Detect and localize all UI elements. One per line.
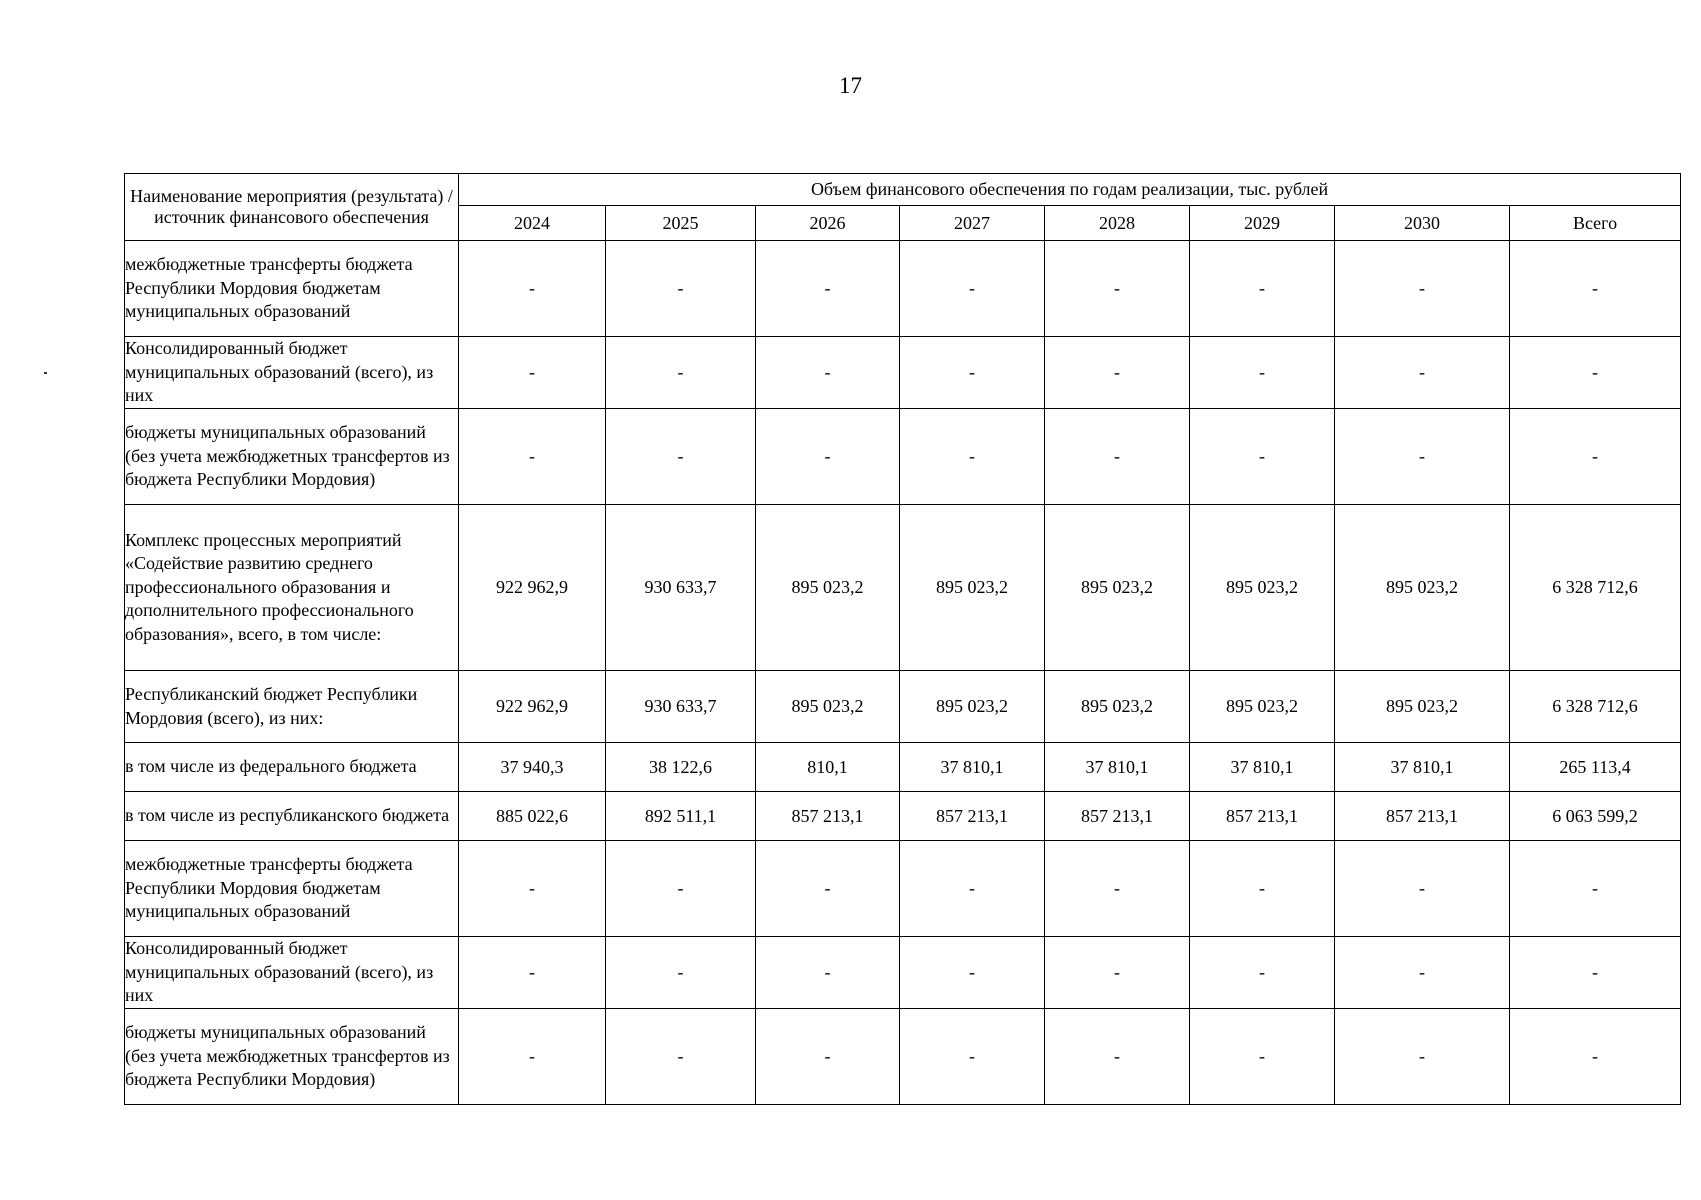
year-value-cell: - bbox=[1045, 409, 1190, 505]
year-value-cell: - bbox=[1335, 241, 1510, 337]
total-value-cell: - bbox=[1510, 1009, 1681, 1105]
year-value-cell: - bbox=[756, 409, 900, 505]
total-value-cell: 6 063 599,2 bbox=[1510, 792, 1681, 841]
year-value-cell: - bbox=[756, 241, 900, 337]
row-name-cell: межбюджетные трансферты бюджета Республики Мордовия бюджетам муниципальных образований bbox=[125, 841, 459, 937]
year-value-cell: 922 962,9 bbox=[459, 671, 606, 743]
total-value-cell: 265 113,4 bbox=[1510, 743, 1681, 792]
year-value-cell: - bbox=[900, 937, 1045, 1009]
year-value-cell: - bbox=[459, 841, 606, 937]
year-value-cell: - bbox=[900, 337, 1045, 409]
year-value-cell: 895 023,2 bbox=[1335, 505, 1510, 671]
year-value-cell: - bbox=[1045, 937, 1190, 1009]
year-value-cell: - bbox=[900, 241, 1045, 337]
year-value-cell: 892 511,1 bbox=[606, 792, 756, 841]
year-value-cell: - bbox=[606, 337, 756, 409]
year-value-cell: 810,1 bbox=[756, 743, 900, 792]
year-value-cell: 922 962,9 bbox=[459, 505, 606, 671]
year-value-cell: - bbox=[1190, 241, 1335, 337]
year-value-cell: - bbox=[606, 937, 756, 1009]
table-header bbox=[125, 174, 1681, 241]
header-year: 2030 bbox=[1335, 206, 1510, 241]
year-value-cell: 857 213,1 bbox=[1190, 792, 1335, 841]
year-value-cell: - bbox=[1190, 409, 1335, 505]
year-value-cell: - bbox=[459, 409, 606, 505]
table-row bbox=[125, 671, 1681, 743]
year-value-cell: - bbox=[459, 337, 606, 409]
year-value-cell: 930 633,7 bbox=[606, 505, 756, 671]
table-row bbox=[125, 792, 1681, 841]
year-value-cell: 895 023,2 bbox=[900, 671, 1045, 743]
year-value-cell: - bbox=[1190, 1009, 1335, 1105]
year-value-cell: 37 810,1 bbox=[1045, 743, 1190, 792]
table-row bbox=[125, 505, 1681, 671]
year-value-cell: - bbox=[756, 937, 900, 1009]
year-value-cell: - bbox=[606, 1009, 756, 1105]
year-value-cell: 857 213,1 bbox=[1335, 792, 1510, 841]
year-value-cell: 37 940,3 bbox=[459, 743, 606, 792]
year-value-cell: 885 022,6 bbox=[459, 792, 606, 841]
year-value-cell: - bbox=[1190, 337, 1335, 409]
header-total: Всего bbox=[1510, 206, 1681, 241]
year-value-cell: 37 810,1 bbox=[900, 743, 1045, 792]
total-value-cell: - bbox=[1510, 937, 1681, 1009]
table-row bbox=[125, 409, 1681, 505]
table-body bbox=[125, 241, 1681, 1105]
table-row bbox=[125, 743, 1681, 792]
row-name-cell: Республиканский бюджет Республики Мордовия (всего), из них: bbox=[125, 671, 459, 743]
table-row bbox=[125, 241, 1681, 337]
table-row bbox=[125, 1009, 1681, 1105]
year-value-cell: - bbox=[1045, 241, 1190, 337]
table-row bbox=[125, 841, 1681, 937]
header-year: 2027 bbox=[900, 206, 1045, 241]
row-name-cell: Консолидированный бюджет муниципальных образований (всего), из них bbox=[125, 337, 459, 409]
year-value-cell: 895 023,2 bbox=[1190, 671, 1335, 743]
page-number: 17 bbox=[839, 73, 862, 98]
year-value-cell: - bbox=[606, 409, 756, 505]
header-year: 2026 bbox=[756, 206, 900, 241]
total-value-cell: - bbox=[1510, 409, 1681, 505]
year-value-cell: - bbox=[756, 1009, 900, 1105]
year-value-cell: - bbox=[459, 1009, 606, 1105]
year-value-cell: - bbox=[459, 937, 606, 1009]
year-value-cell: 37 810,1 bbox=[1190, 743, 1335, 792]
year-value-cell: - bbox=[900, 841, 1045, 937]
financing-table bbox=[124, 173, 1681, 1105]
row-name-cell: бюджеты муниципальных образований (без учета межбюджетных трансфертов из бюджета Республики Мордовия) bbox=[125, 409, 459, 505]
year-value-cell: 895 023,2 bbox=[1045, 505, 1190, 671]
year-value-cell: 857 213,1 bbox=[1045, 792, 1190, 841]
row-name-cell: Комплекс процессных мероприятий «Содействие развитию среднего профессионального образования и дополнительного профессионального образования», всего, в том числе: bbox=[125, 505, 459, 671]
year-value-cell: - bbox=[900, 409, 1045, 505]
year-value-cell: 857 213,1 bbox=[900, 792, 1045, 841]
year-value-cell: 38 122,6 bbox=[606, 743, 756, 792]
header-financing-group: Объем финансового обеспечения по годам реализации, тыс. рублей bbox=[459, 174, 1681, 206]
year-value-cell: - bbox=[1045, 1009, 1190, 1105]
year-value-cell: - bbox=[606, 841, 756, 937]
row-name-cell: Консолидированный бюджет муниципальных образований (всего), из них bbox=[125, 937, 459, 1009]
scan-mark bbox=[44, 372, 47, 374]
total-value-cell: 6 328 712,6 bbox=[1510, 671, 1681, 743]
year-value-cell: 857 213,1 bbox=[756, 792, 900, 841]
year-value-cell: 895 023,2 bbox=[1335, 671, 1510, 743]
year-value-cell: - bbox=[606, 241, 756, 337]
year-value-cell: 930 633,7 bbox=[606, 671, 756, 743]
total-value-cell: - bbox=[1510, 841, 1681, 937]
year-value-cell: - bbox=[1335, 937, 1510, 1009]
year-value-cell: 895 023,2 bbox=[1045, 671, 1190, 743]
year-value-cell: - bbox=[1335, 841, 1510, 937]
header-year: 2024 bbox=[459, 206, 606, 241]
total-value-cell: 6 328 712,6 bbox=[1510, 505, 1681, 671]
row-name-cell: в том числе из республиканского бюджета bbox=[125, 792, 459, 841]
year-value-cell: 895 023,2 bbox=[756, 505, 900, 671]
year-value-cell: - bbox=[1335, 337, 1510, 409]
total-value-cell: - bbox=[1510, 241, 1681, 337]
row-name-cell: бюджеты муниципальных образований (без учета межбюджетных трансфертов из бюджета Республики Мордовия) bbox=[125, 1009, 459, 1105]
total-value-cell: - bbox=[1510, 337, 1681, 409]
row-name-cell: межбюджетные трансферты бюджета Республики Мордовия бюджетам муниципальных образований bbox=[125, 241, 459, 337]
year-value-cell: - bbox=[1190, 937, 1335, 1009]
header-year: 2028 bbox=[1045, 206, 1190, 241]
row-name-cell: в том числе из федерального бюджета bbox=[125, 743, 459, 792]
header-name-column: Наименование мероприятия (результата) / источник финансового обеспечения bbox=[125, 174, 459, 241]
header-row-group bbox=[125, 174, 1681, 206]
header-year: 2025 bbox=[606, 206, 756, 241]
year-value-cell: 37 810,1 bbox=[1335, 743, 1510, 792]
year-value-cell: - bbox=[1045, 841, 1190, 937]
year-value-cell: 895 023,2 bbox=[1190, 505, 1335, 671]
table-row bbox=[125, 337, 1681, 409]
header-year: 2029 bbox=[1190, 206, 1335, 241]
year-value-cell: 895 023,2 bbox=[900, 505, 1045, 671]
year-value-cell: - bbox=[1045, 337, 1190, 409]
year-value-cell: - bbox=[756, 841, 900, 937]
year-value-cell: - bbox=[756, 337, 900, 409]
year-value-cell: - bbox=[459, 241, 606, 337]
year-value-cell: 895 023,2 bbox=[756, 671, 900, 743]
year-value-cell: - bbox=[900, 1009, 1045, 1105]
year-value-cell: - bbox=[1335, 1009, 1510, 1105]
year-value-cell: - bbox=[1190, 841, 1335, 937]
year-value-cell: - bbox=[1335, 409, 1510, 505]
table-row bbox=[125, 937, 1681, 1009]
